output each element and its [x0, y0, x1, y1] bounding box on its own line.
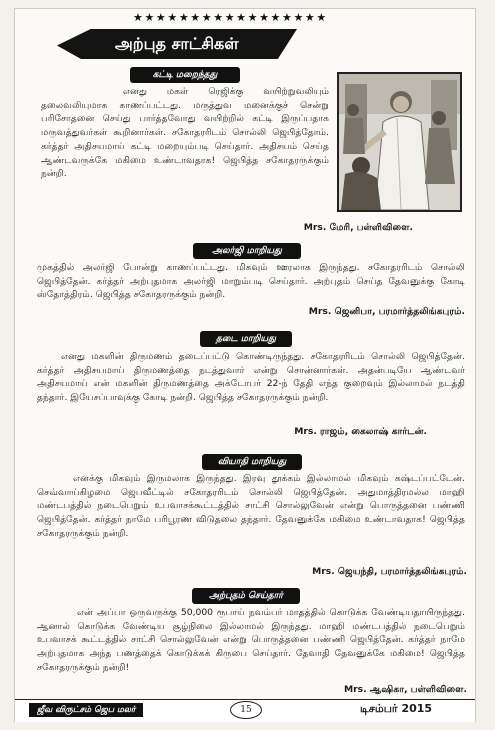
page-number: 15 — [230, 701, 262, 719]
issue-date: டிசம்பர் 2015 — [360, 702, 433, 715]
testimony-illness-text: எனக்கு மிகவும் இருமலாக இருந்தது. இரவு தூக்கம் இல்லாமல் மிகவும் கஷ்டப்பட்டேன். செவ்வாய்கிழமை ஜெபவீட்டில் சகோதரரிடம் சொல்லி ஜெபித்தேன். அதுமாத்திரமல்ல மாஹி மண்டபத்தில் நடைபெறும் உபவாசக்கூட்டத்தில் சாட்சி சொல்லுவேன் என்று பொருத்தனை பண்ணி ஜெபித்தேன். கர்த்தர் நாமே பரிபூரண விடுதலை தந்தார். தேவனுக்கே மகிமை உண்டாவதாக! ஜெபித்த சகோதரருக்கும் நன்றி. — [37, 473, 465, 539]
testimony-obstacle-signature: Mrs. ராஜம், கைலாஷ் கார்டன். — [294, 426, 427, 437]
testimony-miracle-signature: Mrs. ஆஷிகா, பள்ளிவிளை. — [343, 684, 467, 695]
testimony-obstacle-text: எனது மகளின் திருமணம் தடைப்பட்டு கொண்டிருந்தது. சகோதரரிடம் சொல்லி ஜெபித்தேன். கர்த்தர் அதிசயமாய் திருமணத்தை நடத்துவார் என்று சொன்னார்கள். அதன்படியே ஆண்டவர் அதிசயமாய் என் மகளின் திருமணத்தை அக்டோபர் 22-ந் தேதி எந்த குறைவும் இல்லாமல் நடத்தி தந்தார். இயேசப்பாவுக்கு கோடி நன்றி. ஜெபித்த சகோதரருக்கும் நன்றி. — [37, 351, 465, 404]
page-title: அற்புத சாட்சிகள் — [115, 34, 239, 53]
star-border: ★★★★★★★★★★★★★★★★★ — [133, 12, 328, 24]
testimony-allergy-signature: Mrs. ஜெனிபா, பரமார்த்தலிங்கபுரம். — [308, 306, 465, 317]
section-heading-obstacle: தடை மாறியது — [201, 332, 291, 346]
section-heading-tumor: கட்டி மறைந்தது — [131, 68, 239, 82]
testimony-tumor-text: எனது மகள் ரெஜிக்கு வயிற்றுவலியும் தலைவலியுமாக காணப்பட்டது. மருத்துவ மனைக்குச் சென்று பரிசோதனை செய்து பார்த்தவோது வயிற்றில் கட்டி இருப்பதாக மருவத்துவர்கள் கூறினார்கள். சகோதரரிடம் சொல்லி ஜெபித்தோம். கர்த்தர் அதிசயமாய் கட்டி மறையும்படி செய்தார். அதிசயம் செய்த ஆண்டவருக்கே மகிமை உண்டாவதாக! ஜெபித்த சகோதரருக்கும் நன்றி. — [41, 86, 329, 180]
testimony-illness-signature: Mrs. ஜெயந்தி, பரமார்த்தலிங்கபுரம். — [312, 566, 467, 577]
section-heading-miracle: அற்புதம் செய்தார் — [193, 589, 299, 603]
section-heading-illness: வியாதி மாறியது — [203, 455, 301, 469]
magazine-name: ஜீவ விருட்சம் ஜெப மலர் — [29, 703, 143, 717]
testimony-miracle-text: என் அப்பா ஒருவருக்கு 50,000 ரூபாய் நவம்பர் மாதத்தில் கொடுக்க வேண்டியதாயிருந்தது. ஆனால் கொடுக்க வேண்டிய சூழ்நிலை இல்லாமல் இருந்தது. மாஹி மண்டபத்தில் நடைபெறும் உபவாசக் கூட்டத்தில் சாட்சி சொல்லுவேன் என்று பொருத்தனை பண்ணி ஜெபித்தேன். கர்த்தர் நாமே அற்புதமாக அந்த பணத்தைக் கொடுக்கக் கிருபை செய்தார். தேவாதி தேவனுக்கே மகிமை! ஜெபித்த சகோதரருக்கும் நன்றி! — [37, 607, 465, 673]
magazine-page — [14, 8, 476, 722]
testimony-tumor-signature: Mrs. மேரி, பள்ளிவிளை. — [303, 222, 413, 233]
jesus-healing-illustration — [337, 72, 462, 212]
section-heading-allergy: அலர்ஜி மாறியது — [194, 244, 300, 258]
illustration-drawing — [339, 74, 460, 210]
testimony-allergy-text: முகத்தில் அலர்ஜி போன்று காணப்பட்டது. மிகவும் ஊரலாக இருந்தது. சகோதரரிடம் சொல்லி ஜெபித்தேன். கர்த்தர் அற்புதமாக அலர்ஜி மாறும்படி செய்தார். அற்புதம் செய்த தேவனுக்கு கோடி ஸ்தோத்திரம். ஜெபித்த சகோதரருக்கும் நன்றி. — [37, 262, 465, 301]
